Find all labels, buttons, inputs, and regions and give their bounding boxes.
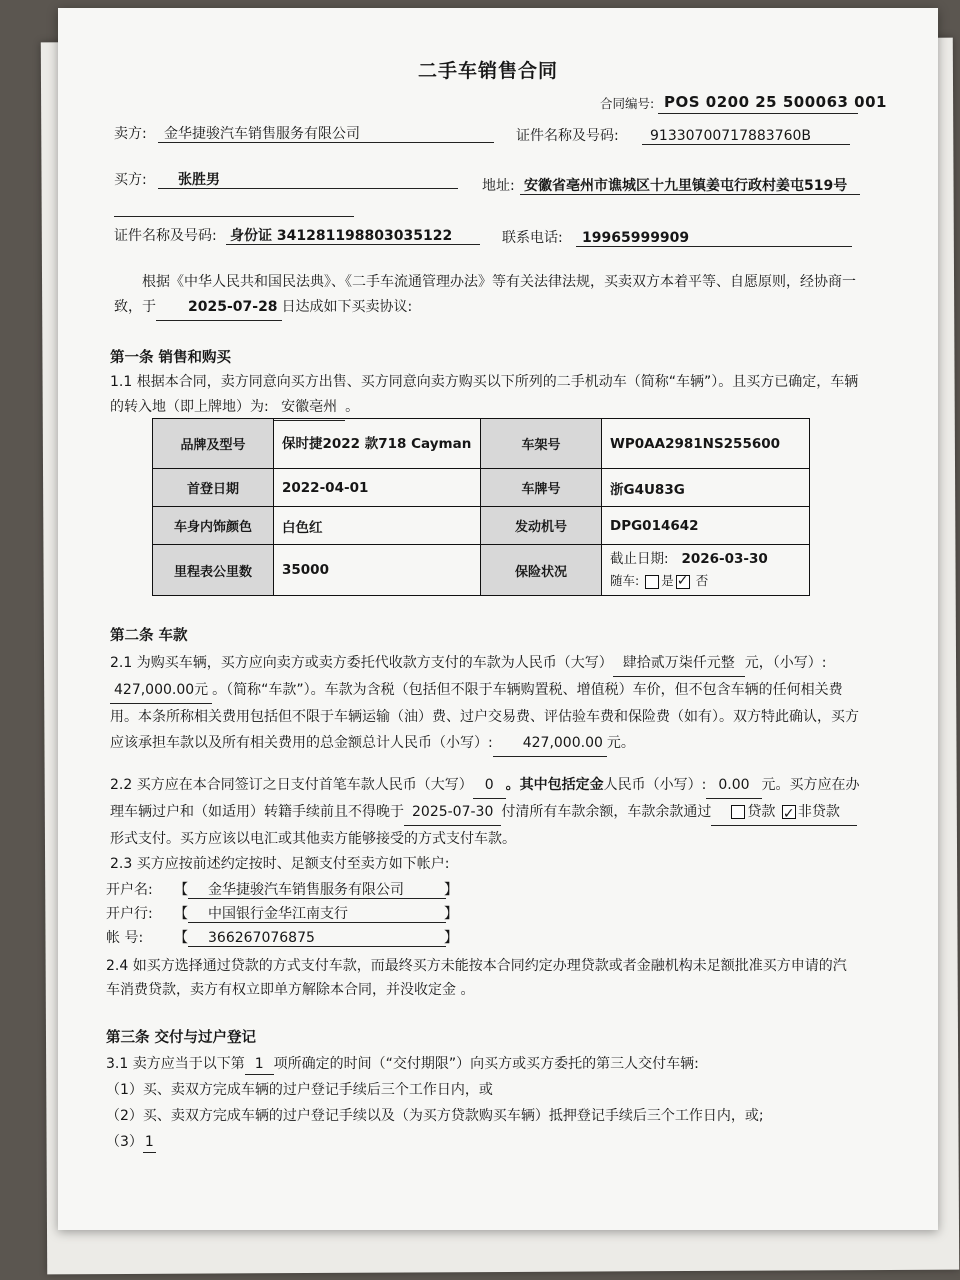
contract-no-label: 合同编号:	[600, 96, 655, 111]
clause-2-1	[110, 650, 860, 757]
loan-label: 贷款	[747, 804, 776, 820]
brand-value: 保时捷2022 款718 Cayman	[274, 419, 481, 469]
total-amount: 427,000.00	[493, 730, 607, 757]
bank-value: 中国银行金华江南支行	[208, 906, 348, 922]
insurance-expiry-value: 2026-03-30	[681, 551, 768, 567]
delivery-item-number: 1	[245, 1054, 274, 1075]
buyer-id-underline	[226, 244, 480, 245]
account-no-value: 366267076875	[208, 930, 315, 946]
clause-3-1-text-b: 项所确定的时间（“交付期限”）向买方或买方委托的第三人交付车辆:	[273, 1056, 699, 1072]
clause-2-2-text-e: 付清所有车款余额，车款余款通过	[501, 804, 712, 820]
account-name-bracket-r: 】	[444, 882, 458, 898]
account-name-underline	[188, 898, 446, 899]
buyer-underline	[158, 188, 458, 189]
account-no-bracket-r: 】	[444, 930, 458, 946]
color-label: 车身内饰颜色	[153, 507, 274, 545]
clause-2-3: 2.3 买方应按前述约定按时、足额支付至卖方如下帐户:	[110, 856, 450, 872]
clause-2-2-text-f: 形式支付。买方应该以电汇或其他卖方能够接受的方式支付车款。	[110, 831, 516, 847]
engine-label: 发动机号	[481, 507, 602, 545]
contract-no-underline	[658, 113, 858, 114]
account-name-value: 金华捷骏汽车销售服务有限公司	[208, 882, 404, 898]
buyer-id-value: 身份证 341281198803035122	[230, 228, 453, 244]
price-uppercase: 肆拾贰万柒仟元整	[613, 650, 745, 677]
checkbox-yes[interactable]	[645, 575, 659, 589]
transfer-location: 安徽亳州	[273, 395, 345, 421]
checkbox-loan[interactable]	[731, 805, 745, 819]
clause-3-1	[106, 1054, 699, 1075]
buyer-phone-label: 联系电话:	[502, 230, 563, 246]
account-name-bracket-l: 【	[174, 882, 188, 898]
delivery-option-3-value: 1	[143, 1132, 156, 1153]
contract-no-value: POS 0200 25 500063 001	[664, 93, 887, 111]
seller-value: 金华捷骏汽车销售服务有限公司	[164, 126, 360, 142]
deposit-bold: 。其中包括定金	[505, 777, 604, 793]
reg-date-label: 首登日期	[153, 469, 274, 507]
extra-address-line	[114, 216, 354, 217]
buyer-id-label: 证件名称及号码:	[114, 228, 217, 244]
seller-id-underline	[642, 144, 850, 145]
article-1-text: 1.1 根据本合同，卖方同意向买方出售、买方同意向卖方购买以下所列的二手机动车（简称“车辆”）。且买方已确定，车辆的转入地（即上牌地）为:	[110, 374, 859, 415]
seller-id-value: 91330700717883760B	[650, 128, 812, 144]
page-title: 二手车销售合同	[418, 60, 559, 82]
clause-3-1-text-a: 3.1 卖方应当于以下第	[106, 1056, 245, 1072]
buyer-value: 张胜男	[178, 172, 220, 188]
checkbox-no-label: 否	[695, 573, 709, 588]
clause-2-1-text-a: 2.1 为购买车辆，买方应向卖方或卖方委托代收款方支付的车款为人民币（大写）	[110, 655, 613, 671]
clause-2-2-text-d: 元。买方应在办理车辆过户和（如适用）转籍手续前且不得晚于	[110, 777, 860, 820]
insurance-cell	[602, 545, 810, 596]
reg-date-value: 2022-04-01	[274, 469, 481, 507]
delivery-option-3-label: （3）	[106, 1134, 143, 1150]
article-3-heading: 第三条 交付与过户登记	[106, 1030, 257, 1046]
non-loan-label: 非贷款	[797, 804, 840, 820]
clause-2-2-text-a: 2.2 买方应在本合同签订之日支付首笔车款人民币（大写）	[110, 777, 473, 793]
insurance-label: 保险状况	[481, 545, 602, 596]
first-payment: 0	[473, 772, 506, 799]
table-row	[153, 419, 810, 469]
clause-2-1-text-d: 元。	[606, 735, 635, 751]
intro-suffix: 日达成如下买卖协议:	[281, 299, 413, 315]
price-lowercase: 427,000.00元	[110, 677, 212, 704]
buyer-label: 买方:	[114, 172, 147, 188]
buyer-phone-value: 19965999909	[582, 230, 690, 246]
checkbox-no[interactable]	[676, 575, 690, 589]
delivery-option-3	[106, 1132, 156, 1153]
insurance-with-car-label: 随车:	[610, 573, 640, 588]
buyer-phone-underline	[576, 246, 852, 247]
bank-label: 开户行:	[106, 906, 153, 922]
account-name-label: 开户名:	[106, 882, 153, 898]
article-2-heading: 第二条 车款	[110, 628, 188, 644]
bank-underline	[188, 922, 446, 923]
article-1-heading: 第一条 销售和购买	[110, 350, 232, 366]
buyer-address-underline	[520, 194, 860, 195]
mileage-value: 35000	[274, 545, 481, 596]
color-value: 白色红	[274, 507, 481, 545]
engine-value: DPG014642	[602, 507, 810, 545]
buyer-address-label: 地址:	[482, 178, 515, 194]
vin-label: 车架号	[481, 419, 602, 469]
account-no-underline	[188, 946, 446, 947]
seller-underline	[158, 142, 494, 143]
plate-value: 浙G4U83G	[602, 469, 810, 507]
account-no-label: 帐 号:	[106, 930, 144, 946]
checkbox-non-loan[interactable]	[782, 805, 796, 819]
clause-2-2-text-c: 人民币（小写）:	[603, 777, 707, 793]
contract-date: 2025-07-28	[156, 295, 282, 321]
clause-2-4: 2.4 如买方选择通过贷款的方式支付车款，而最终买方未能按本合同约定办理贷款或者金融机构未足额批准买方申请的汽车消费贷款，卖方有权立即单方解除本合同，并没收定金 。	[106, 958, 847, 998]
clause-2-2	[110, 772, 860, 852]
table-row	[153, 545, 810, 596]
plate-label: 车牌号	[481, 469, 602, 507]
deposit-amount: 0.00	[706, 772, 761, 799]
clause-2-1-text-c: 。（简称“车款”）。车款为含税（包括但不限于车辆购置税、增值税）车价，但不包含车辆的任何相关费用。本条所称相关费用包括但不限于车辆运输（油）费、过户交易费、评估验车费和保险费（如有）。双方特此确认，买方应该承担车款以及所有相关费用的总金额总计人民币（小写）:	[110, 682, 859, 751]
seller-id-label: 证件名称及号码:	[516, 128, 619, 144]
brand-label: 品牌及型号	[153, 419, 274, 469]
vehicle-table	[152, 418, 810, 596]
payment-deadline: 2025-07-30	[404, 799, 501, 826]
table-row	[153, 507, 810, 545]
intro-text: 根据《中华人民共和国民法典》、《二手车流通管理办法》等有关法律法规，买卖双方本着平等、自愿原则，经协商一致，于	[114, 274, 856, 315]
article-1-end: 。	[345, 399, 360, 415]
article-1-paragraph	[110, 370, 860, 421]
mileage-label: 里程表公里数	[153, 545, 274, 596]
intro-paragraph	[114, 270, 864, 321]
delivery-option-2: （2）买、卖双方完成车辆的过户登记手续以及（为买方贷款购买车辆）抵押登记手续后三个工作日内，或;	[106, 1108, 764, 1124]
seller-label: 卖方:	[114, 126, 147, 142]
bank-bracket-r: 】	[444, 906, 458, 922]
insurance-expiry-label: 截止日期:	[610, 551, 669, 567]
contract-page	[58, 8, 938, 1230]
delivery-option-1: （1）买、卖双方完成车辆的过户登记手续后三个工作日内，或	[106, 1082, 493, 1098]
account-no-bracket-l: 【	[174, 930, 188, 946]
table-row	[153, 469, 810, 507]
vin-value: WP0AA2981NS255600	[602, 419, 810, 469]
bank-bracket-l: 【	[174, 906, 188, 922]
clause-2-1-text-b: 元，（小写）:	[744, 655, 827, 671]
buyer-address-value: 安徽省亳州市谯城区十九里镇姜屯行政村姜屯519号	[524, 178, 848, 194]
checkbox-yes-label: 是	[661, 573, 674, 588]
